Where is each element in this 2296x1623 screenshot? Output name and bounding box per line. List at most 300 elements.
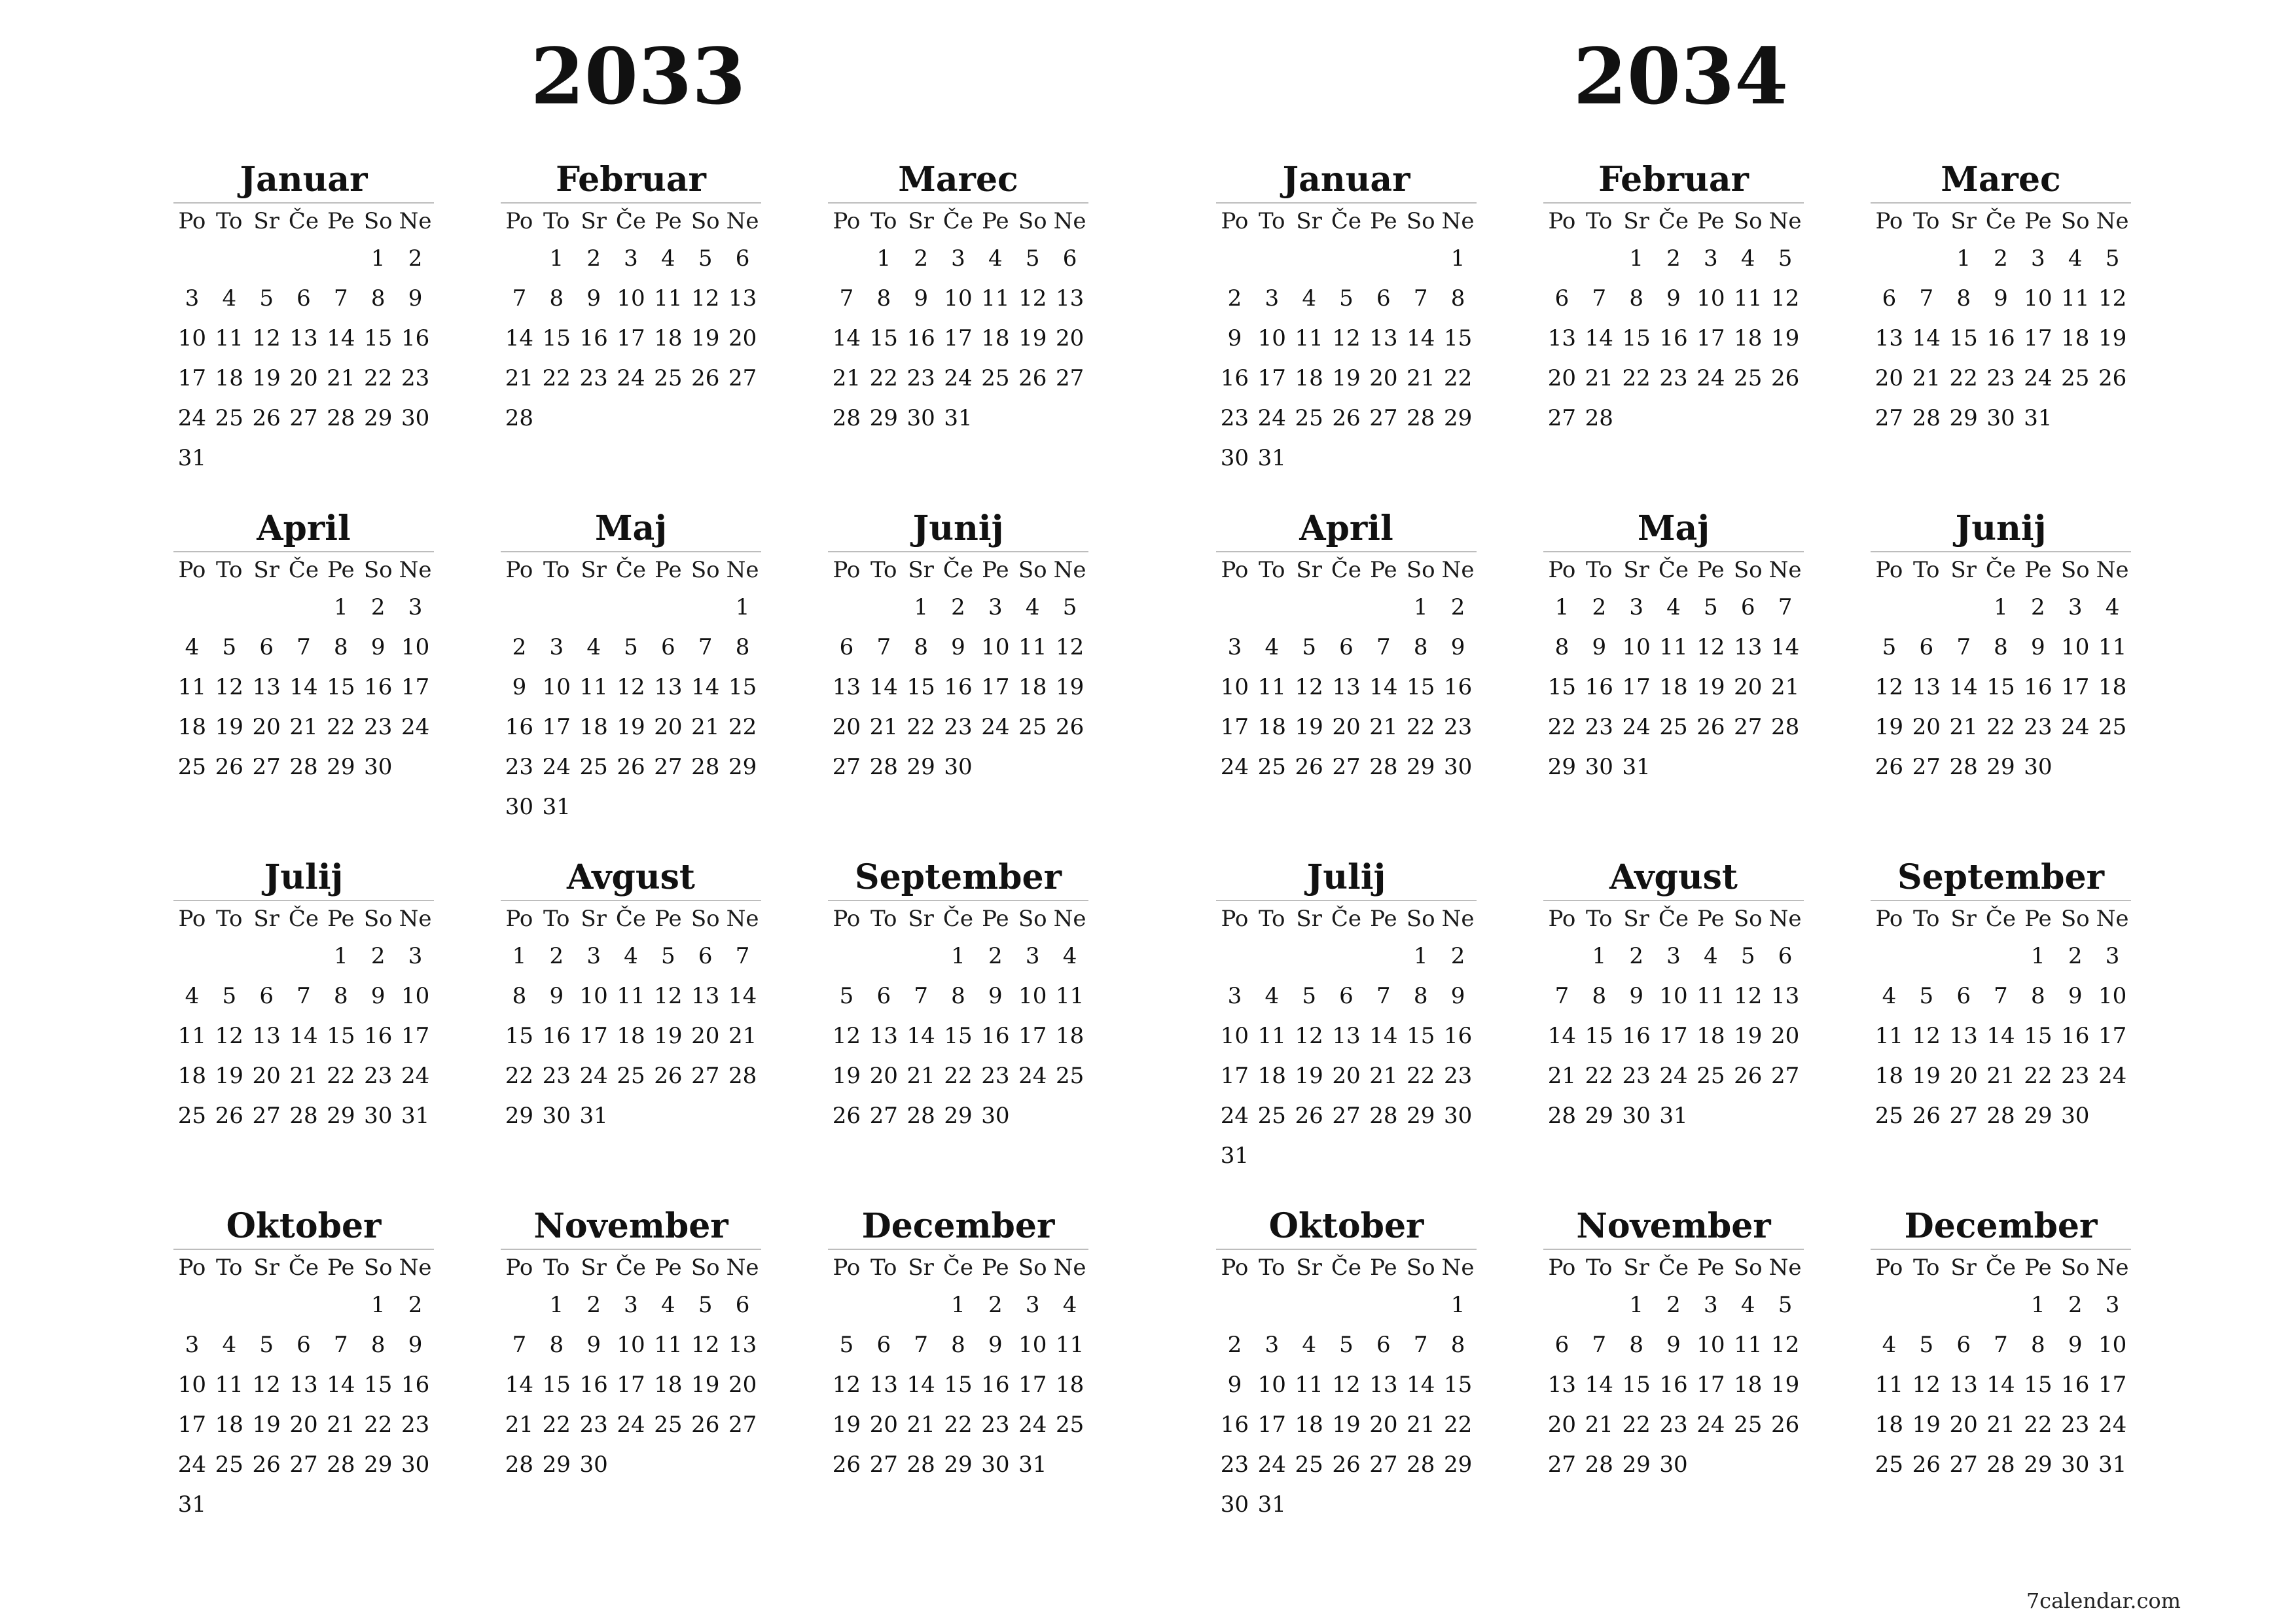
- day-cell: 22: [1622, 1412, 1651, 1438]
- day-cell: 5: [624, 634, 638, 660]
- weekday-label: Ne: [1441, 1255, 1475, 1281]
- day-cell: 13: [1770, 983, 1800, 1009]
- empty-day-cell: [248, 438, 285, 478]
- day-cell: 12: [1770, 1332, 1800, 1358]
- week-row: [1871, 1365, 2131, 1405]
- empty-day-cell: [1729, 1445, 1767, 1485]
- day-cell: 22: [1585, 1063, 1613, 1089]
- day-cell: 22: [327, 714, 355, 740]
- weekday-label: To: [543, 557, 570, 583]
- month-name: Januar: [240, 160, 368, 200]
- day-cell: 28: [832, 405, 861, 431]
- empty-day-cell: [1543, 1285, 1581, 1325]
- day-cell: 6: [698, 943, 713, 969]
- empty-day-cell: [1365, 936, 1402, 976]
- week-row: [1216, 1016, 1477, 1056]
- empty-day-cell: [1439, 1136, 1477, 1176]
- day-cell: 11: [177, 674, 207, 700]
- day-cell: 29: [1443, 1452, 1473, 1478]
- day-cell: 31: [1622, 754, 1651, 780]
- day-cell: 23: [401, 1412, 430, 1438]
- day-cell: 8: [1450, 285, 1465, 312]
- empty-day-cell: [1982, 936, 2020, 976]
- day-cell: 29: [944, 1452, 973, 1478]
- weekday-header: [1216, 1250, 1477, 1285]
- weekday-label: To: [1586, 906, 1613, 932]
- day-cell: 20: [1770, 1023, 1800, 1049]
- weekday-label: So: [691, 557, 720, 583]
- day-cell: 28: [1369, 754, 1398, 780]
- day-cell: 31: [1257, 1491, 1286, 1518]
- month-block: [828, 858, 1088, 1136]
- weekday-header: [1871, 204, 2131, 239]
- empty-day-cell: [1216, 936, 1253, 976]
- day-cell: 30: [1443, 1103, 1473, 1129]
- day-cell: 2: [951, 594, 965, 620]
- day-cell: 6: [1919, 634, 1934, 660]
- day-cell: 21: [906, 1412, 935, 1438]
- day-cell: 17: [1659, 1023, 1688, 1049]
- day-cell: 23: [906, 365, 935, 391]
- day-cell: 1: [951, 1292, 965, 1318]
- weekday-label: Po: [178, 1255, 206, 1281]
- day-cell: 12: [691, 285, 720, 312]
- day-cell: 16: [505, 714, 534, 740]
- week-row: [173, 1445, 434, 1485]
- day-cell: 15: [1407, 1023, 1435, 1049]
- empty-day-cell: [977, 747, 1014, 787]
- month-name: Februar: [1598, 160, 1749, 200]
- day-cell: 11: [215, 1372, 243, 1398]
- day-cell: 26: [215, 754, 243, 780]
- day-cell: 15: [1547, 674, 1577, 700]
- week-row: [1871, 319, 2131, 359]
- weekday-label: Po: [178, 906, 206, 932]
- day-cell: 25: [1696, 1063, 1725, 1089]
- day-cell: 26: [1912, 1103, 1941, 1129]
- week-row: [1543, 936, 1804, 976]
- day-cell: 15: [327, 1023, 355, 1049]
- empty-day-cell: [211, 1285, 248, 1325]
- day-cell: 16: [1986, 325, 2015, 351]
- day-cell: 4: [2068, 245, 2083, 272]
- weekday-label: To: [870, 1255, 897, 1281]
- day-cell: 25: [1874, 1103, 1904, 1129]
- day-cell: 28: [289, 754, 318, 780]
- day-cell: 27: [1770, 1063, 1800, 1089]
- weekday-label: So: [1406, 906, 1435, 932]
- empty-day-cell: [724, 1445, 761, 1485]
- day-cell: 17: [1696, 1372, 1725, 1398]
- weekday-label: Pe: [1697, 208, 1725, 234]
- day-cell: 4: [1062, 943, 1077, 969]
- week-row: [1216, 1365, 1477, 1405]
- day-cell: 18: [1257, 714, 1286, 740]
- day-cell: 5: [2105, 245, 2120, 272]
- weekday-label: Ne: [1768, 208, 1802, 234]
- weekday-label: So: [1406, 557, 1435, 583]
- weekday-label: So: [2060, 1255, 2090, 1281]
- weekday-label: Sr: [1623, 906, 1649, 932]
- day-cell: 28: [1407, 1452, 1435, 1478]
- day-cell: 2: [1592, 594, 1607, 620]
- empty-day-cell: [575, 399, 613, 438]
- day-cell: 8: [1592, 983, 1607, 1009]
- day-cell: 27: [1332, 1103, 1361, 1129]
- month-block: [828, 160, 1088, 438]
- empty-day-cell: [1767, 399, 1804, 438]
- week-row: [173, 1056, 434, 1096]
- week-row: [828, 279, 1088, 319]
- day-cell: 8: [1413, 634, 1428, 660]
- day-cell: 16: [1622, 1023, 1651, 1049]
- day-cell: 6: [661, 634, 675, 660]
- day-cell: 9: [586, 285, 601, 312]
- day-cell: 28: [1407, 405, 1435, 431]
- day-cell: 10: [981, 634, 1010, 660]
- day-cell: 8: [951, 1332, 965, 1358]
- weekday-label: Če: [615, 557, 647, 583]
- empty-day-cell: [1581, 239, 1618, 279]
- day-cell: 11: [1659, 634, 1688, 660]
- day-cell: 11: [1257, 1023, 1286, 1049]
- day-cell: 13: [1547, 1372, 1577, 1398]
- weekday-label: Pe: [982, 1255, 1009, 1281]
- weekday-label: Pe: [982, 208, 1009, 234]
- day-cell: 5: [1339, 285, 1354, 312]
- day-cell: 22: [327, 1063, 355, 1089]
- weekday-label: Če: [1658, 208, 1689, 234]
- day-cell: 12: [1332, 325, 1361, 351]
- day-cell: 21: [289, 714, 318, 740]
- week-row: [173, 747, 434, 787]
- weekday-label: Ne: [1441, 208, 1475, 234]
- day-cell: 8: [735, 634, 750, 660]
- month-block: [1543, 858, 1804, 1136]
- week-row: [501, 1445, 761, 1485]
- empty-day-cell: [575, 588, 613, 628]
- day-cell: 18: [617, 1023, 645, 1049]
- month-name: November: [1576, 1206, 1771, 1246]
- empty-day-cell: [1402, 1285, 1439, 1325]
- weekday-label: Pe: [327, 557, 355, 583]
- day-cell: 30: [505, 794, 534, 820]
- day-cell: 27: [691, 1063, 720, 1089]
- empty-day-cell: [865, 1285, 903, 1325]
- week-row: [1216, 747, 1477, 787]
- week-row: [1543, 668, 1804, 707]
- empty-day-cell: [1692, 747, 1729, 787]
- week-row: [828, 399, 1088, 438]
- day-cell: 13: [869, 1023, 898, 1049]
- day-cell: 18: [981, 325, 1010, 351]
- week-row: [1216, 438, 1477, 478]
- day-cell: 23: [364, 714, 393, 740]
- day-cell: 30: [364, 754, 393, 780]
- day-cell: 20: [869, 1063, 898, 1089]
- weekday-label: Po: [505, 557, 533, 583]
- weekday-label: To: [216, 208, 243, 234]
- day-cell: 20: [252, 714, 281, 740]
- day-cell: 27: [1547, 405, 1577, 431]
- week-row: [173, 1285, 434, 1325]
- day-cell: 29: [1622, 1452, 1651, 1478]
- day-cell: 13: [728, 285, 757, 312]
- week-row: [1543, 399, 1804, 438]
- weekday-label: Ne: [2096, 906, 2129, 932]
- weekday-label: To: [1586, 1255, 1613, 1281]
- day-cell: 22: [1443, 1412, 1473, 1438]
- weekday-label: Po: [1548, 557, 1576, 583]
- empty-day-cell: [649, 1096, 687, 1136]
- day-cell: 13: [1369, 325, 1398, 351]
- day-cell: 21: [1407, 1412, 1435, 1438]
- day-cell: 6: [1956, 983, 1971, 1009]
- empty-day-cell: [1908, 239, 1945, 279]
- day-cell: 15: [542, 325, 571, 351]
- empty-day-cell: [1729, 399, 1767, 438]
- day-cell: 12: [2098, 285, 2127, 312]
- day-cell: 20: [1912, 714, 1941, 740]
- day-cell: 8: [1413, 983, 1428, 1009]
- weekday-label: Ne: [726, 1255, 759, 1281]
- day-cell: 26: [1055, 714, 1085, 740]
- empty-day-cell: [501, 239, 538, 279]
- day-cell: 9: [1450, 634, 1465, 660]
- day-cell: 4: [1265, 634, 1280, 660]
- day-cell: 14: [691, 674, 720, 700]
- day-cell: 8: [549, 285, 564, 312]
- weekday-header: [501, 1250, 761, 1285]
- empty-day-cell: [1655, 747, 1693, 787]
- day-cell: 16: [1659, 325, 1688, 351]
- day-cell: 26: [1295, 754, 1323, 780]
- week-row: [501, 1016, 761, 1056]
- day-cell: 30: [1659, 1452, 1688, 1478]
- day-cell: 19: [1332, 365, 1361, 391]
- day-cell: 9: [1227, 1372, 1242, 1398]
- day-cell: 9: [988, 983, 1003, 1009]
- weekday-label: Sr: [253, 208, 279, 234]
- day-cell: 14: [869, 674, 898, 700]
- day-cell: 1: [876, 245, 891, 272]
- week-row: [1216, 1136, 1477, 1176]
- day-cell: 10: [177, 1372, 207, 1398]
- empty-day-cell: [1328, 239, 1365, 279]
- day-cell: 7: [735, 943, 750, 969]
- day-cell: 14: [1986, 1372, 2015, 1398]
- day-cell: 7: [1994, 1332, 2008, 1358]
- week-row: [1543, 588, 1804, 628]
- day-cell: 20: [289, 1412, 318, 1438]
- day-cell: 13: [1369, 1372, 1398, 1398]
- day-cell: 19: [1295, 1063, 1323, 1089]
- day-cell: 16: [579, 1372, 608, 1398]
- day-cell: 17: [1220, 714, 1249, 740]
- weekday-label: Sr: [1950, 208, 1977, 234]
- day-cell: 23: [1443, 1063, 1473, 1089]
- day-cell: 17: [2024, 325, 2053, 351]
- day-cell: 2: [2031, 594, 2045, 620]
- day-cell: 4: [1025, 594, 1040, 620]
- day-cell: 28: [1986, 1452, 2015, 1478]
- day-cell: 1: [334, 943, 348, 969]
- empty-day-cell: [575, 787, 613, 827]
- day-cell: 15: [327, 674, 355, 700]
- day-cell: 9: [2068, 1332, 2083, 1358]
- weekday-label: To: [1259, 1255, 1285, 1281]
- day-cell: 17: [1018, 1372, 1047, 1398]
- day-cell: 12: [691, 1332, 720, 1358]
- day-cell: 22: [542, 1412, 571, 1438]
- empty-day-cell: [1945, 936, 1982, 976]
- empty-day-cell: [1328, 1485, 1365, 1525]
- weekday-label: Sr: [1296, 208, 1322, 234]
- day-cell: 7: [334, 285, 348, 312]
- day-cell: 10: [401, 634, 430, 660]
- empty-day-cell: [2056, 747, 2094, 787]
- day-cell: 22: [944, 1412, 973, 1438]
- week-row: [828, 1096, 1088, 1136]
- week-row: [501, 319, 761, 359]
- weekday-label: Ne: [726, 557, 759, 583]
- week-row: [1216, 936, 1477, 976]
- month-name: September: [855, 857, 1062, 897]
- empty-day-cell: [1729, 747, 1767, 787]
- day-cell: 27: [252, 1103, 281, 1129]
- weekday-label: Sr: [253, 906, 279, 932]
- day-cell: 30: [401, 1452, 430, 1478]
- weekday-label: Če: [1658, 557, 1689, 583]
- empty-day-cell: [1291, 438, 1328, 478]
- day-cell: 29: [505, 1103, 534, 1129]
- week-row: [1871, 1016, 2131, 1056]
- day-cell: 2: [1666, 245, 1681, 272]
- month-block: [173, 160, 434, 478]
- week-row: [1543, 707, 1804, 747]
- week-row: [1543, 1405, 1804, 1445]
- day-cell: 23: [2061, 1063, 2090, 1089]
- year-title: 2034: [1573, 31, 1789, 122]
- day-cell: 25: [177, 754, 207, 780]
- month-name: Januar: [1282, 160, 1410, 200]
- day-cell: 25: [1295, 1452, 1323, 1478]
- weekday-label: Po: [833, 1255, 861, 1281]
- empty-day-cell: [248, 1285, 285, 1325]
- week-row: [1216, 1325, 1477, 1365]
- day-cell: 29: [364, 405, 393, 431]
- week-row: [828, 239, 1088, 279]
- day-cell: 10: [1622, 634, 1651, 660]
- weekday-label: Pe: [327, 906, 355, 932]
- day-cell: 21: [327, 1412, 355, 1438]
- empty-day-cell: [1871, 239, 1908, 279]
- day-cell: 17: [2098, 1372, 2127, 1398]
- month-name: Oktober: [1268, 1206, 1424, 1246]
- day-cell: 29: [1585, 1103, 1613, 1129]
- day-cell: 16: [981, 1023, 1010, 1049]
- day-cell: 23: [401, 365, 430, 391]
- empty-day-cell: [828, 588, 865, 628]
- empty-day-cell: [1543, 936, 1581, 976]
- day-cell: 2: [988, 943, 1003, 969]
- empty-day-cell: [211, 438, 248, 478]
- day-cell: 19: [1018, 325, 1047, 351]
- day-cell: 15: [944, 1023, 973, 1049]
- weekday-label: Ne: [2096, 1255, 2129, 1281]
- weekday-label: Če: [942, 208, 974, 234]
- week-row: [1543, 1365, 1804, 1405]
- weekday-label: Ne: [1768, 906, 1802, 932]
- weekday-label: Po: [1875, 1255, 1903, 1281]
- empty-day-cell: [1328, 1136, 1365, 1176]
- week-row: [501, 1405, 761, 1445]
- day-cell: 24: [2024, 365, 2053, 391]
- weekday-label: To: [1913, 208, 1940, 234]
- month-name: Maj: [594, 508, 668, 548]
- empty-day-cell: [1908, 1285, 1945, 1325]
- day-cell: 18: [177, 1063, 207, 1089]
- week-row: [1871, 707, 2131, 747]
- day-cell: 29: [2024, 1452, 2053, 1478]
- weekday-label: Ne: [399, 1255, 432, 1281]
- day-cell: 9: [370, 634, 386, 660]
- day-cell: 4: [661, 1292, 675, 1318]
- day-cell: 17: [2061, 674, 2090, 700]
- week-row: [173, 399, 434, 438]
- day-cell: 6: [876, 1332, 891, 1358]
- week-row: [1543, 1325, 1804, 1365]
- day-cell: 7: [698, 634, 713, 660]
- month-name: Junij: [912, 508, 1004, 548]
- day-cell: 10: [617, 285, 645, 312]
- weekday-label: Sr: [581, 906, 607, 932]
- weekday-label: Ne: [2096, 208, 2129, 234]
- weekday-label: Sr: [1623, 1255, 1649, 1281]
- day-cell: 29: [728, 754, 757, 780]
- day-cell: 10: [542, 674, 571, 700]
- day-cell: 9: [512, 674, 527, 700]
- day-cell: 28: [505, 1452, 534, 1478]
- day-cell: 10: [579, 983, 608, 1009]
- day-cell: 19: [832, 1063, 861, 1089]
- day-cell: 26: [1874, 754, 1904, 780]
- weekday-header: [173, 901, 434, 936]
- day-cell: 9: [1666, 1332, 1681, 1358]
- day-cell: 14: [832, 325, 861, 351]
- day-cell: 11: [215, 325, 243, 351]
- day-cell: 16: [1585, 674, 1613, 700]
- day-cell: 12: [1018, 285, 1047, 312]
- day-cell: 12: [1055, 634, 1085, 660]
- week-row: [173, 1485, 434, 1525]
- day-cell: 17: [617, 325, 645, 351]
- day-cell: 5: [1302, 983, 1316, 1009]
- empty-day-cell: [687, 588, 724, 628]
- empty-day-cell: [248, 936, 285, 976]
- empty-day-cell: [285, 1485, 323, 1525]
- week-row: [1543, 628, 1804, 668]
- weekday-label: Sr: [253, 1255, 279, 1281]
- day-cell: 6: [876, 983, 891, 1009]
- day-cell: 15: [1443, 1372, 1473, 1398]
- day-cell: 23: [1220, 1452, 1249, 1478]
- day-cell: 11: [1018, 634, 1047, 660]
- day-cell: 24: [401, 1063, 430, 1089]
- day-cell: 25: [1055, 1063, 1085, 1089]
- day-cell: 26: [1332, 405, 1361, 431]
- day-cell: 23: [1622, 1063, 1651, 1089]
